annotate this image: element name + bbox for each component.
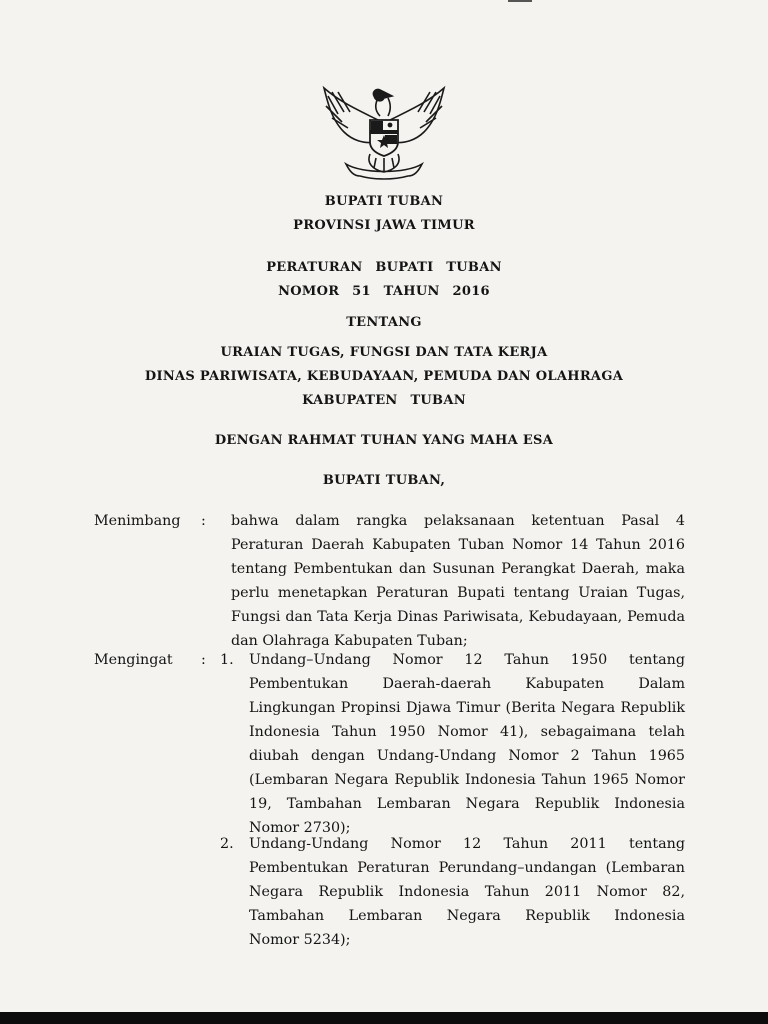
subject-line-3: KABUPATEN TUBAN [302,393,466,408]
item-line: Nomor 5234); [249,932,351,948]
mengingat-label: Mengingat [94,652,173,668]
menimbang-label: Menimbang [94,513,181,529]
mengingat-colon: : [201,652,206,668]
scan-mark [508,0,532,2]
province-title: PROVINSI JAWA TIMUR [293,218,475,233]
item-line: Lingkungan Propinsi Djawa Timur (Berita Negara Republik [249,700,685,716]
regulation-title: PERATURAN BUPATI TUBAN [266,260,502,275]
about-heading: TENTANG [346,315,422,330]
item-line: 19, Tambahan Lembaran Negara Republik Indonesia [249,796,685,812]
item-line: Undang-Undang Nomor 12 Tahun 2011 tentang [249,836,685,852]
item-number: 1. [220,652,234,668]
subject-line-1: URAIAN TUGAS, FUNGSI DAN TATA KERJA [220,345,548,360]
signatory-heading: BUPATI TUBAN, [322,473,446,488]
scan-border [0,1012,768,1024]
menimbang-colon: : [201,513,206,529]
item-line: Negara Republik Indonesia Tahun 2011 Nomor 82, [249,884,685,900]
garuda-emblem [318,80,450,184]
item-line: (Lembaran Negara Republik Indonesia Tahun 1965 Nomor [249,772,685,788]
item-line: Pembentukan Peraturan Perundang–undangan (Lembaran [249,860,685,876]
regent-title: BUPATI TUBAN [324,194,444,209]
item-line: diubah dengan Undang-Undang Nomor 2 Tahun 1965 [249,748,685,764]
item-line: Nomor 2730); [249,820,351,836]
clause-line: perlu menetapkan Peraturan Bupati tentang Uraian Tugas, [231,585,685,601]
item-line: Pembentukan Daerah-daerah Kabupaten Dalam [249,676,685,692]
clause-line: dan Olahraga Kabupaten Tuban; [231,633,468,649]
item-line: Tambahan Lembaran Negara Republik Indonesia [249,908,685,924]
clause-line: Peraturan Daerah Kabupaten Tuban Nomor 14 Tahun 2016 [231,537,685,553]
item-line: Undang–Undang Nomor 12 Tahun 1950 tentang [249,652,685,668]
regulation-number: NOMOR 51 TAHUN 2016 [278,284,490,299]
clause-line: bahwa dalam rangka pelaksanaan ketentuan Pasal 4 [231,513,685,529]
item-line: Indonesia Tahun 1950 Nomor 41), sebagaimana telah [249,724,685,740]
item-number: 2. [220,836,234,852]
subject-line-2: DINAS PARIWISATA, KEBUDAYAAN, PEMUDA DAN OLAHRAGA [144,369,624,384]
clause-line: Fungsi dan Tata Kerja Dinas Pariwisata, Kebudayaan, Pemuda [231,609,685,625]
clause-line: tentang Pembentukan dan Susunan Perangkat Daerah, maka [231,561,685,577]
grace-invocation: DENGAN RAHMAT TUHAN YANG MAHA ESA [214,433,554,448]
